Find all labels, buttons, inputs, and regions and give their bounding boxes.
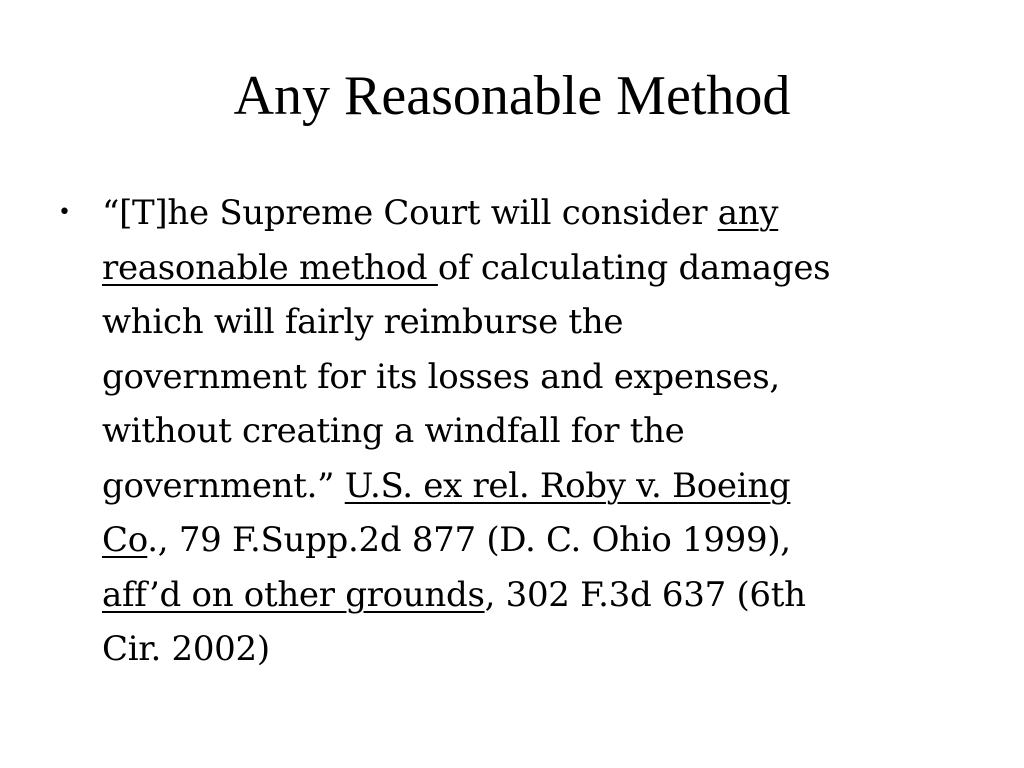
- quote-text: “[T]he Supreme Court will consider: [102, 193, 718, 233]
- quote-line-3: which will fairly reimburse the: [102, 302, 624, 342]
- bullet-list: [58, 186, 963, 677]
- case-name: U.S. ex rel. Roby v. Boeing: [344, 465, 791, 506]
- slide-title: Any Reasonable Method: [233, 65, 791, 127]
- quote-text: of calculating damages: [437, 247, 831, 288]
- citation-line-7: [102, 513, 963, 568]
- quote-line-2: [102, 241, 963, 296]
- bullet-item-quote: [58, 186, 963, 677]
- bullet-icon: •: [58, 200, 71, 225]
- quote-line-4: government for its losses and expenses,: [102, 356, 780, 397]
- case-name-cont: Co: [102, 520, 148, 560]
- citation-line-9: Cir. 2002): [102, 629, 270, 669]
- citation-line-8: [102, 568, 963, 623]
- quote-line-5: without creating a windfall for the: [102, 411, 685, 451]
- quote-line-6: [102, 459, 963, 514]
- citation-text: ., 79 F.Supp.2d 877 (D. C. Ohio 1999),: [147, 520, 791, 560]
- emphasis-reasonable-method: reasonable method: [102, 247, 438, 288]
- quote-line-1: [102, 186, 963, 241]
- subsequent-history: aff’d on other grounds: [102, 574, 485, 615]
- citation-text: , 302 F.3d 637 (6th: [484, 574, 806, 615]
- emphasis-any: any: [717, 193, 779, 233]
- quote-text: government.”: [102, 465, 345, 506]
